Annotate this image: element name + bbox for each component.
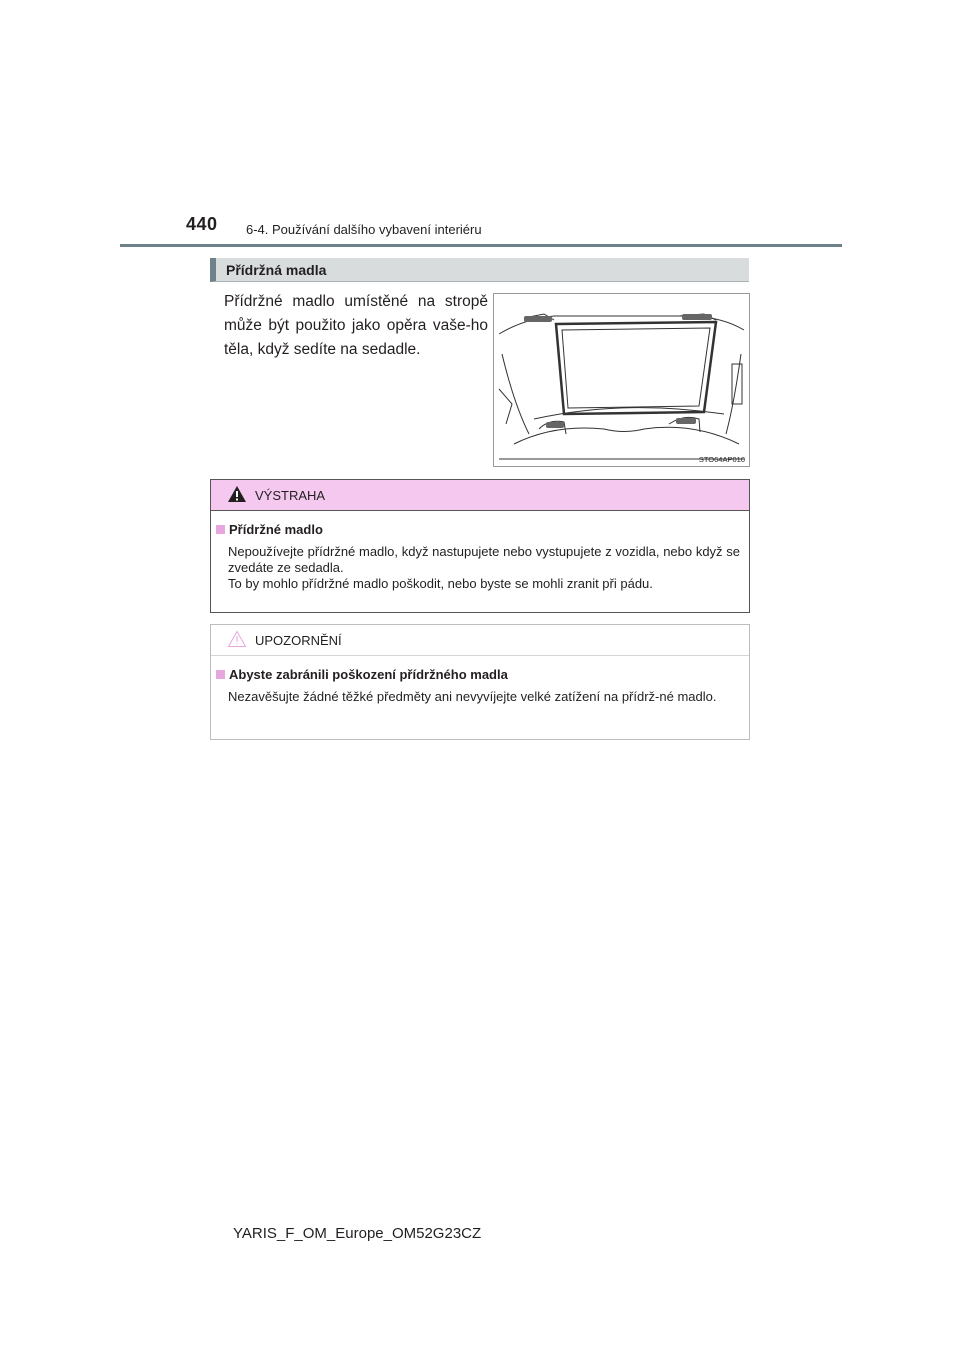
document-code: YARIS_F_OM_Europe_OM52G23CZ xyxy=(233,1225,482,1242)
section-title: Přídržná madla xyxy=(226,262,327,278)
warning-item-body-2: To by mohlo přídržné madlo poškodit, nebo byste se mohli zranit při pádu. xyxy=(228,576,653,591)
section-header xyxy=(210,258,749,282)
bullet-square-icon xyxy=(216,525,225,534)
bullet-square-icon xyxy=(216,670,225,679)
chapter-title: 6-4. Používání dalšího vybavení interiéru xyxy=(246,222,482,237)
page-number: 440 xyxy=(186,214,218,234)
intro-text: Přídržné madlo umístěné na stropě může být použito jako opěra vaše-ho těla, když sedíte na sedadle. xyxy=(224,293,488,358)
notice-box xyxy=(210,624,750,740)
grab-handle-illustration xyxy=(493,293,750,467)
notice-label: UPOZORNĚNÍ xyxy=(255,633,342,648)
warning-item-body: Nepoužívejte přídržné madlo, když nastupujete nebo vystupujete z vozidla, nebo když se zvedáte ze sedadla. xyxy=(228,544,740,575)
figure-code: STO64AP010 xyxy=(698,455,745,464)
notice-item-title: Abyste zabránili poškození přídržného madla xyxy=(216,667,508,682)
notice-header xyxy=(211,625,749,656)
caution-icon xyxy=(227,630,247,648)
warning-header xyxy=(211,480,749,511)
notice-item-body: Nezavěšujte žádné těžké předměty ani nevyvíjejte velké zatížení na přídrž-né madlo. xyxy=(228,689,717,704)
warning-icon xyxy=(227,485,247,503)
warning-item-title: Přídržné madlo xyxy=(216,522,323,537)
warning-box xyxy=(210,479,750,613)
header-divider xyxy=(120,244,842,247)
warning-label: VÝSTRAHA xyxy=(255,488,326,503)
car-interior-drawing xyxy=(494,294,749,466)
